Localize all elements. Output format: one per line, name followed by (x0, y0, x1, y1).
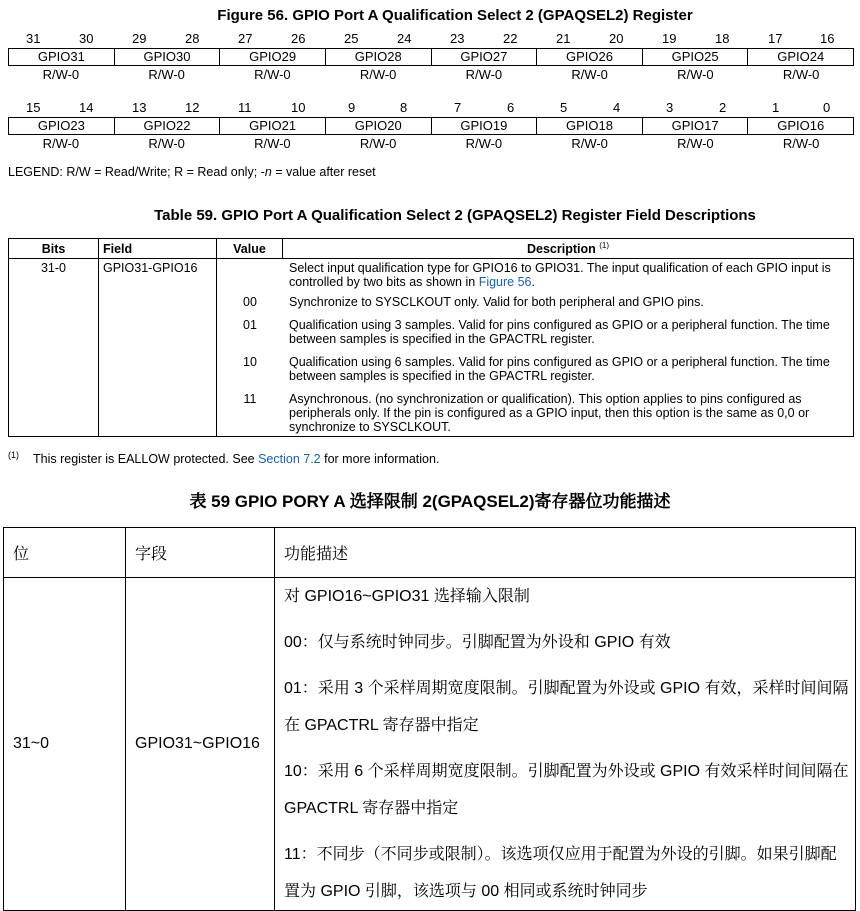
access-type: R/W-0 (359, 67, 397, 82)
access-type: R/W-0 (782, 136, 820, 151)
figure-56-link[interactable]: Figure 56 (478, 275, 532, 289)
cn-header-desc: 功能描述 (275, 528, 856, 578)
row-field: GPIO31-GPIO16 (99, 259, 217, 437)
table-header-row (9, 239, 854, 259)
access-type: R/W-0 (571, 136, 608, 151)
bit-number: 26 (291, 31, 306, 46)
register-field: GPIO24 (747, 49, 853, 65)
legend-text-1: LEGEND: R/W = Read/Write; R = Read only; - (8, 165, 265, 179)
bit-number: 21 (556, 31, 571, 46)
footnote (8, 450, 439, 466)
bit-number: 8 (400, 100, 408, 115)
bit-number: 30 (79, 31, 94, 46)
bit-number: 14 (79, 100, 94, 115)
register-field: GPIO23 (37, 118, 85, 133)
row-description (217, 259, 854, 437)
legend-text-2: = value after reset (271, 165, 376, 179)
register-field: GPIO22 (114, 118, 220, 134)
bit-number: 19 (662, 31, 677, 46)
section-7-2-link[interactable]: Section 7.2 (258, 452, 321, 467)
bit-number: 29 (132, 31, 147, 46)
cn-table-row (4, 578, 856, 911)
bit-number: 28 (185, 31, 200, 46)
bit-number: 4 (613, 100, 621, 115)
bit-number: 20 (609, 31, 624, 46)
register-fields-upper (8, 48, 854, 66)
bit-number: 25 (344, 31, 359, 46)
header-bits: Bits (9, 239, 99, 259)
entry-value: 01 (243, 318, 257, 332)
access-type: R/W-0 (148, 136, 185, 151)
table-row (9, 259, 854, 437)
register-field: GPIO20 (325, 118, 431, 134)
bit-number: 5 (560, 100, 568, 115)
footnote-text-end: for more information. (320, 452, 440, 467)
access-type: R/W-0 (677, 67, 714, 82)
access-type: R/W-0 (465, 67, 503, 82)
header-field: Field (99, 239, 217, 259)
intro-text: Select input qualification type for GPIO16 to GPIO31. The input qualification of each GPIO input is controlled by two bits as shown in (289, 261, 831, 289)
register-access-upper (8, 66, 854, 84)
bit-number: 7 (454, 100, 462, 115)
bit-number: 12 (185, 100, 200, 115)
entry-value: 00 (243, 295, 257, 309)
header-description (283, 239, 854, 259)
bit-numbers-upper (8, 31, 854, 48)
register-field: GPIO26 (536, 49, 642, 65)
entry-value: 11 (243, 392, 257, 406)
register-field: GPIO18 (536, 118, 642, 134)
register-field: GPIO25 (642, 49, 748, 65)
entry-text: Qualification using 6 samples. Valid for pins configured as GPIO or a peripheral function. The time between samples is specified in the GPACTRL register. (289, 355, 830, 383)
header-value: Value (217, 239, 283, 259)
bit-number: 27 (238, 31, 253, 46)
row-bits: 31-0 (9, 259, 99, 437)
entry-text: Asynchronous. (no synchronization or qualification). This option applies to pins configured as peripherals only. If the pin is configured as a GPIO input, then this option is the same as 0,0 or synchronize to SYSCLKOUT. (289, 392, 810, 434)
legend-n: n (264, 165, 272, 179)
description-intro (217, 261, 853, 289)
bit-number: 23 (450, 31, 465, 46)
register-field: GPIO21 (219, 118, 325, 134)
access-type: R/W-0 (254, 136, 291, 151)
cn-desc-line: 对 GPIO16~GPIO31 选择输入限制 (284, 588, 530, 605)
bit-number: 11 (238, 100, 252, 115)
bit-number: 31 (26, 31, 41, 46)
register-field: GPIO29 (219, 49, 325, 65)
cn-desc-line: 11：不同步（不同步或限制）。该选项仅应用于配置为外设的引脚。如果引脚配置为 GPIO 引脚，该选项与 00 相同或系统时钟同步 (284, 846, 837, 900)
register-field: GPIO16 (747, 118, 853, 134)
bit-number: 3 (666, 100, 674, 115)
access-type: R/W-0 (677, 136, 714, 151)
access-type: R/W-0 (359, 136, 397, 151)
cn-desc-line: 00：仅与系统时钟同步。引脚配置为外设和 GPIO 有效 (284, 634, 671, 651)
cn-desc-line: 01：采用 3 个采样周期宽度限制。引脚配置为外设或 GPIO 有效，采样时间间隔在 GPACTRL 寄存器中指定 (284, 680, 849, 734)
entry-text: Qualification using 3 samples. Valid for pins configured as GPIO or a peripheral function. The time between samples is specified in the GPACTRL register. (289, 318, 830, 346)
register-field: GPIO30 (114, 49, 220, 65)
cn-table-title: 表 59 GPIO PORY A 选择限制 2(GPAQSEL2)寄存器位功能描述 (189, 492, 671, 511)
field-description-table (8, 238, 854, 437)
register-field: GPIO27 (431, 49, 537, 65)
intro-text-end: . (531, 275, 535, 289)
bit-number: 1 (772, 100, 780, 115)
cn-description-table (3, 527, 856, 911)
value-entry (217, 318, 853, 346)
access-type: R/W-0 (465, 136, 503, 151)
footnote-mark: (1) (8, 450, 19, 460)
access-type: R/W-0 (571, 67, 608, 82)
access-type: R/W-0 (254, 67, 291, 82)
bit-numbers-lower (8, 100, 854, 117)
register-legend (8, 165, 376, 179)
cn-row-bit: 31~0 (4, 578, 126, 911)
bit-number: 10 (291, 100, 306, 115)
value-entry (217, 355, 853, 383)
register-field: GPIO19 (431, 118, 537, 134)
entry-value: 10 (243, 355, 257, 369)
bit-number: 18 (715, 31, 730, 46)
bit-number: 6 (507, 100, 515, 115)
cn-header-row (4, 528, 856, 578)
table-title: Table 59. GPIO Port A Qualification Select 2 (GPAQSEL2) Register Field Descriptions (154, 207, 756, 224)
value-entry (217, 392, 853, 434)
figure-title: Figure 56. GPIO Port A Qualification Select 2 (GPAQSEL2) Register (217, 7, 693, 24)
header-description-label: Description (526, 242, 596, 257)
cn-row-field: GPIO31~GPIO16 (126, 578, 275, 911)
bit-number: 0 (823, 100, 831, 115)
bit-number: 13 (132, 100, 147, 115)
entry-text: Synchronize to SYSCLKOUT only. Valid for both peripheral and GPIO pins. (289, 295, 704, 309)
footnote-ref: (1) (599, 240, 610, 250)
bit-number: 24 (397, 31, 412, 46)
cn-header-field: 字段 (126, 528, 275, 578)
bit-number: 22 (503, 31, 518, 46)
register-upper (8, 31, 854, 84)
register-access-lower (8, 135, 854, 153)
cn-row-desc (275, 578, 856, 911)
bit-number: 16 (820, 31, 835, 46)
cn-header-bit: 位 (4, 528, 126, 578)
value-entry (217, 295, 853, 309)
bit-number: 15 (26, 100, 41, 115)
register-fields-lower (8, 117, 854, 135)
register-field: GPIO17 (642, 118, 748, 134)
footnote-text: This register is EALLOW protected. See (33, 452, 259, 467)
access-type: R/W-0 (148, 67, 185, 82)
bit-number: 9 (348, 100, 356, 115)
access-type: R/W-0 (42, 67, 80, 82)
access-type: R/W-0 (782, 67, 820, 82)
cn-desc-line: 10：采用 6 个采样周期宽度限制。引脚配置为外设或 GPIO 有效采样时间间隔在 GPACTRL 寄存器中指定 (284, 763, 849, 817)
bit-number: 17 (768, 31, 783, 46)
register-field: GPIO28 (325, 49, 431, 65)
register-field: GPIO31 (37, 49, 85, 64)
access-type: R/W-0 (42, 136, 80, 151)
register-lower (8, 100, 854, 153)
bit-number: 2 (719, 100, 727, 115)
